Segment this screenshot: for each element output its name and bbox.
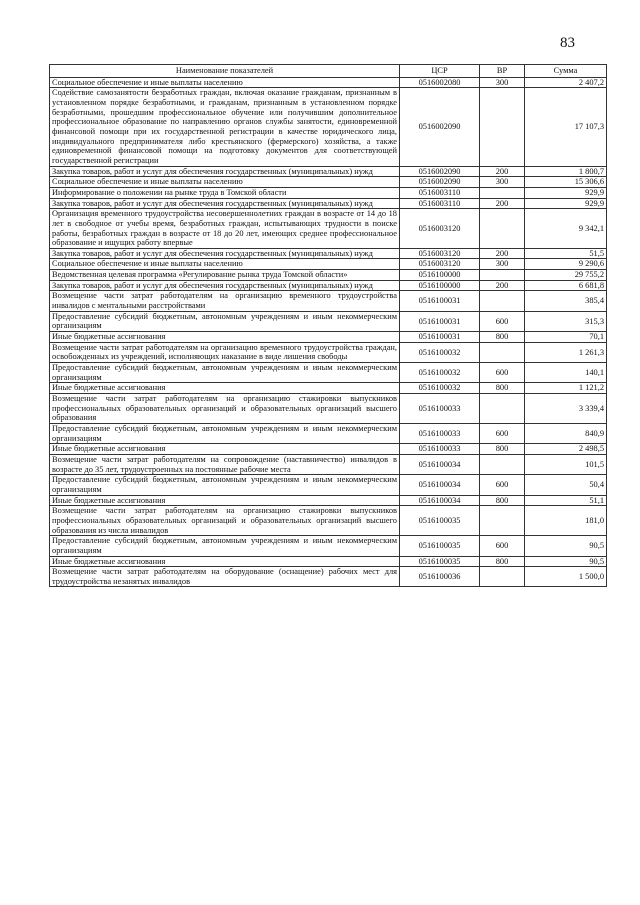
table-row bbox=[50, 198, 607, 209]
table-row bbox=[50, 177, 607, 188]
cell-name: Иные бюджетные ассигнования bbox=[50, 444, 400, 455]
cell-csr: 0516100031 bbox=[400, 332, 480, 343]
cell-csr: 0516002090 bbox=[400, 88, 480, 166]
cell-name: Возмещение части затрат работодателям на сопровождение (наставничество) инвалидов в возрасте до 35 лет, трудоустроенных на постоянные рабочие места bbox=[50, 454, 400, 474]
header-vr: ВР bbox=[480, 65, 525, 78]
header-csr: ЦСР bbox=[400, 65, 480, 78]
cell-name: Возмещение части затрат работодателям на организацию временного трудоустройства инвалидов с ментальными расстройствами bbox=[50, 291, 400, 311]
table-row bbox=[50, 556, 607, 567]
cell-name: Возмещение части затрат работодателям на организацию стажировки выпускников профессиональных образовательных организаций и образовательных организаций высшего образования из числа инвалидов bbox=[50, 506, 400, 536]
table-row bbox=[50, 342, 607, 362]
cell-vr: 300 bbox=[480, 77, 525, 88]
table-row bbox=[50, 187, 607, 198]
cell-name: Иные бюджетные ассигнования bbox=[50, 383, 400, 394]
cell-vr: 600 bbox=[480, 475, 525, 495]
table-row bbox=[50, 444, 607, 455]
cell-sum: 90,5 bbox=[525, 536, 607, 556]
cell-vr: 200 bbox=[480, 166, 525, 177]
cell-name: Иные бюджетные ассигнования bbox=[50, 332, 400, 343]
cell-sum: 140,1 bbox=[525, 363, 607, 383]
table-row bbox=[50, 259, 607, 270]
cell-name: Предоставление субсидий бюджетным, автономным учреждениям и иным некоммерческим организациям bbox=[50, 423, 400, 443]
cell-vr bbox=[480, 342, 525, 362]
cell-sum: 2 407,2 bbox=[525, 77, 607, 88]
cell-sum: 929,9 bbox=[525, 187, 607, 198]
table-row bbox=[50, 495, 607, 506]
table-body bbox=[50, 77, 607, 587]
table-row bbox=[50, 77, 607, 88]
cell-csr: 0516100033 bbox=[400, 394, 480, 424]
cell-sum: 90,5 bbox=[525, 556, 607, 567]
cell-vr: 200 bbox=[480, 198, 525, 209]
cell-vr bbox=[480, 394, 525, 424]
cell-vr bbox=[480, 270, 525, 281]
cell-csr: 0516100031 bbox=[400, 291, 480, 311]
cell-vr: 600 bbox=[480, 311, 525, 331]
cell-vr bbox=[480, 506, 525, 536]
cell-vr: 200 bbox=[480, 248, 525, 259]
cell-csr: 0516003120 bbox=[400, 259, 480, 270]
cell-name: Закупка товаров, работ и услуг для обеспечения государственных (муниципальных) нужд bbox=[50, 248, 400, 259]
cell-sum: 1 261,3 bbox=[525, 342, 607, 362]
cell-sum: 3 339,4 bbox=[525, 394, 607, 424]
cell-name: Содействие самозанятости безработных граждан, включая оказание гражданам, признанным в установленном порядке безработными, и гражданам, признанным в установленном порядке безработными, прошедшим профессиональное обучение или получившим дополнительное профессиональное образование по направлению органов службы занятости, единовременной финансовой помощи при их государственной регистрации в качестве юридического лица, индивидуального предпринимателя либо крестьянского (фермерского) хозяйства, а также единовременной финансовой помощи на подготовку документов для соответствующей государственной регистрации bbox=[50, 88, 400, 166]
cell-name: Закупка товаров, работ и услуг для обеспечения государственных (муниципальных) нужд bbox=[50, 198, 400, 209]
cell-name: Предоставление субсидий бюджетным, автономным учреждениям и иным некоммерческим организациям bbox=[50, 311, 400, 331]
table-row bbox=[50, 209, 607, 249]
cell-vr bbox=[480, 209, 525, 249]
cell-sum: 840,9 bbox=[525, 423, 607, 443]
cell-csr: 0516100034 bbox=[400, 454, 480, 474]
cell-sum: 1 800,7 bbox=[525, 166, 607, 177]
cell-sum: 181,0 bbox=[525, 506, 607, 536]
cell-csr: 0516003120 bbox=[400, 209, 480, 249]
cell-name: Предоставление субсидий бюджетным, автономным учреждениям и иным некоммерческим организациям bbox=[50, 536, 400, 556]
cell-csr: 0516003110 bbox=[400, 198, 480, 209]
cell-name: Иные бюджетные ассигнования bbox=[50, 495, 400, 506]
cell-name: Предоставление субсидий бюджетным, автономным учреждениям и иным некоммерческим организациям bbox=[50, 363, 400, 383]
page-number: 83 bbox=[560, 35, 575, 51]
cell-name: Закупка товаров, работ и услуг для обеспечения государственных (муниципальных) нужд bbox=[50, 166, 400, 177]
table-row bbox=[50, 454, 607, 474]
cell-name: Возмещение части затрат работодателям на оборудование (оснащение) рабочих мест для трудоустройства незанятых инвалидов bbox=[50, 567, 400, 587]
header-name: Наименование показателей bbox=[50, 65, 400, 78]
cell-sum: 315,3 bbox=[525, 311, 607, 331]
cell-csr: 0516002090 bbox=[400, 166, 480, 177]
cell-name: Иные бюджетные ассигнования bbox=[50, 556, 400, 567]
table-row bbox=[50, 291, 607, 311]
cell-csr: 0516002090 bbox=[400, 177, 480, 188]
cell-name: Возмещение части затрат работодателям на организацию стажировки выпускников профессиональных образовательных организаций и образовательных организаций высшего образования bbox=[50, 394, 400, 424]
table-row bbox=[50, 363, 607, 383]
cell-sum: 51,5 bbox=[525, 248, 607, 259]
cell-csr: 0516100032 bbox=[400, 383, 480, 394]
cell-vr bbox=[480, 187, 525, 198]
cell-csr: 0516100033 bbox=[400, 444, 480, 455]
table-row bbox=[50, 332, 607, 343]
cell-name: Закупка товаров, работ и услуг для обеспечения государственных (муниципальных) нужд bbox=[50, 280, 400, 291]
cell-sum: 6 681,8 bbox=[525, 280, 607, 291]
cell-csr: 0516003110 bbox=[400, 187, 480, 198]
budget-table bbox=[49, 64, 607, 587]
cell-name: Ведомственная целевая программа «Регулирование рынка труда Томской области» bbox=[50, 270, 400, 281]
cell-sum: 9 342,1 bbox=[525, 209, 607, 249]
cell-vr bbox=[480, 291, 525, 311]
cell-sum: 9 290,6 bbox=[525, 259, 607, 270]
cell-sum: 929,9 bbox=[525, 198, 607, 209]
table-row bbox=[50, 475, 607, 495]
cell-vr bbox=[480, 567, 525, 587]
cell-name: Предоставление субсидий бюджетным, автономным учреждениям и иным некоммерческим организациям bbox=[50, 475, 400, 495]
table-row bbox=[50, 311, 607, 331]
table-row bbox=[50, 280, 607, 291]
cell-csr: 0516100032 bbox=[400, 363, 480, 383]
cell-vr: 600 bbox=[480, 536, 525, 556]
table-row bbox=[50, 536, 607, 556]
cell-sum: 70,1 bbox=[525, 332, 607, 343]
cell-vr: 600 bbox=[480, 363, 525, 383]
cell-csr: 0516100000 bbox=[400, 280, 480, 291]
cell-csr: 0516003120 bbox=[400, 248, 480, 259]
cell-csr: 0516100035 bbox=[400, 556, 480, 567]
table-header-row bbox=[50, 65, 607, 78]
cell-csr: 0516100034 bbox=[400, 475, 480, 495]
table-row bbox=[50, 394, 607, 424]
cell-vr: 600 bbox=[480, 423, 525, 443]
table-row bbox=[50, 166, 607, 177]
table-row bbox=[50, 88, 607, 166]
cell-csr: 0516100036 bbox=[400, 567, 480, 587]
cell-sum: 17 107,3 bbox=[525, 88, 607, 166]
table-row bbox=[50, 270, 607, 281]
cell-vr: 800 bbox=[480, 383, 525, 394]
cell-csr: 0516100035 bbox=[400, 536, 480, 556]
cell-csr: 0516100035 bbox=[400, 506, 480, 536]
header-sum: Сумма bbox=[525, 65, 607, 78]
cell-vr bbox=[480, 454, 525, 474]
cell-name: Социальное обеспечение и иные выплаты населению bbox=[50, 259, 400, 270]
table-row bbox=[50, 506, 607, 536]
table-row bbox=[50, 248, 607, 259]
cell-name: Возмещение части затрат работодателям на организацию временного трудоустройства граждан, освобожденных из учреждений, исполняющих наказание в виде лишения свободы bbox=[50, 342, 400, 362]
table-row bbox=[50, 567, 607, 587]
cell-vr bbox=[480, 88, 525, 166]
cell-vr: 800 bbox=[480, 444, 525, 455]
cell-vr: 200 bbox=[480, 280, 525, 291]
cell-name: Социальное обеспечение и иные выплаты населению bbox=[50, 177, 400, 188]
cell-csr: 0516002080 bbox=[400, 77, 480, 88]
cell-sum: 2 498,5 bbox=[525, 444, 607, 455]
cell-sum: 15 306,6 bbox=[525, 177, 607, 188]
cell-name: Информирование о положении на рынке труда в Томской области bbox=[50, 187, 400, 198]
cell-sum: 101,5 bbox=[525, 454, 607, 474]
cell-vr: 800 bbox=[480, 332, 525, 343]
cell-csr: 0516100033 bbox=[400, 423, 480, 443]
cell-csr: 0516100034 bbox=[400, 495, 480, 506]
table-row bbox=[50, 423, 607, 443]
cell-vr: 800 bbox=[480, 556, 525, 567]
cell-name: Социальное обеспечение и иные выплаты населению bbox=[50, 77, 400, 88]
table-row bbox=[50, 383, 607, 394]
cell-sum: 51,1 bbox=[525, 495, 607, 506]
cell-name: Организация временного трудоустройства несовершеннолетних граждан в возрасте от 14 до 18 лет в свободное от учебы время, безработных граждан, испытывающих трудности в поиске работы, безработных граждан в возрасте от 18 до 20 лет, имеющих среднее профессиональное образование и ищущих работу впервые bbox=[50, 209, 400, 249]
cell-vr: 300 bbox=[480, 259, 525, 270]
cell-csr: 0516100031 bbox=[400, 311, 480, 331]
cell-csr: 0516100032 bbox=[400, 342, 480, 362]
cell-sum: 29 755,2 bbox=[525, 270, 607, 281]
cell-csr: 0516100000 bbox=[400, 270, 480, 281]
cell-vr: 800 bbox=[480, 495, 525, 506]
cell-sum: 1 500,0 bbox=[525, 567, 607, 587]
cell-sum: 385,4 bbox=[525, 291, 607, 311]
cell-sum: 1 121,2 bbox=[525, 383, 607, 394]
cell-sum: 50,4 bbox=[525, 475, 607, 495]
cell-vr: 300 bbox=[480, 177, 525, 188]
